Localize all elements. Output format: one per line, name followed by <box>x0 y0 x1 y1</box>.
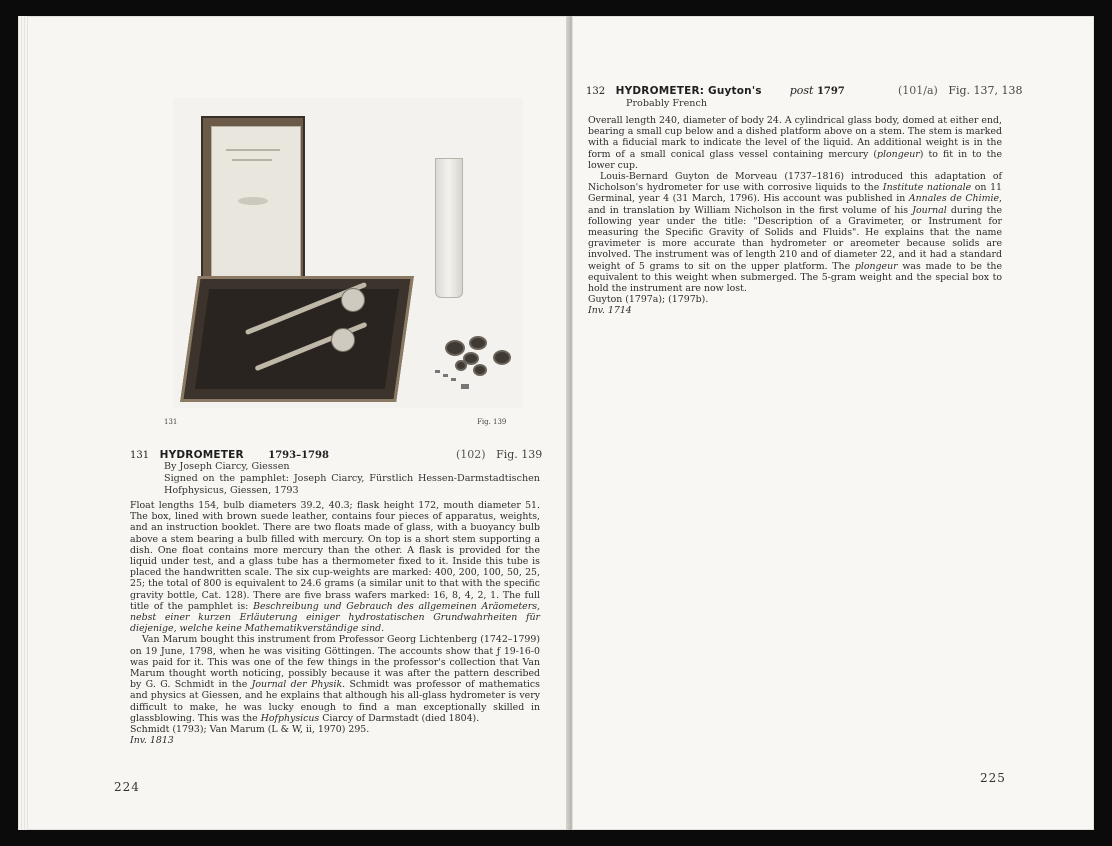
box-lining <box>195 289 399 389</box>
history-paragraph: Louis-Bernard Guyton de Morveau (1737–1816) introduced this adaptation of Nicholson's hydrometer for use with corrosive liquids to the Institute nationale on 11 Germinal, year 4 (31 March, 1796). His account was published in Annales de Chimie, and in translation by William Nicholson in the first volume of his Journal during the following year under the title: "Description of a Gravimeter, or Instrument for measuring the Specific Gravity of Solids and Fluids". He explains that the name gravimeter is more accurate than hydrometer or areometer because solids are involved. The instrument was of length 210 and of diameter 22, and it had a standard weight of 5 grams to sit on the upper platform. The plongeur was made to be the equivalent to this weight when submerged. The 5-gram weight and the special box to hold the instrument are now lost. <box>588 171 1003 295</box>
entry-number: 131 <box>130 450 150 461</box>
history-paragraph: Van Marum bought this instrument from Professor Georg Lichtenberg (1742–1799) on 19 June, 1798, when he was visiting Göttingen. The accounts show that ƒ 19-16-0 was paid for it. This was one of the few things in the professor's collection that Van Marum thought worth noticing, possibly because it was after the pattern described by G. G. Schmidt in the Journal der Physik. Schmidt was professor of mathematics and physics at Giessen, and he explains that although his all-glass hydrometer is very difficult to make, he was lucky enough to find a man exceptionally skilled in glassblowing. This was the Hofphysicus Ciarcy of Darmstadt (died 1804). <box>130 634 540 724</box>
date-prefix: post <box>789 84 814 97</box>
entry-heading <box>130 448 329 461</box>
figure-label: Fig. 139 <box>477 418 507 426</box>
references: Guyton (1797a); (1797b). <box>588 294 709 306</box>
pamphlet-title: Beschreibung und Gebrauch des allgemeinen Aräometers, nebst einer kurzen Erläuterung einiger hydrostatischen Grundwahrheiten für diejenige, welche keine Mathematikverständige sind. <box>130 600 540 635</box>
brass-wafer <box>451 378 456 381</box>
brass-wafer <box>461 384 469 389</box>
entry-heading <box>586 84 845 97</box>
entry-refs <box>456 448 542 461</box>
inventory-line: Inv. 1813 <box>130 735 174 747</box>
signature-line: Signed on the pamphlet: Joseph Ciarcy, Fürstlich Hessen-Darmstadtischen Hofphysicus, Giessen, 1793 <box>164 473 540 496</box>
inventory-number: (101/a) <box>898 84 938 97</box>
booklet-line <box>226 149 280 151</box>
entry-refs <box>898 84 1023 97</box>
float-bulb <box>331 328 355 352</box>
description-paragraph: Overall length 240, diameter of body 24. A cylindrical glass body, domed at either end, bearing a small cup below and a dished platform above on a stem. The stem is marked with a fiducial mark to indicate the level of the liquid. An additional weight is in the form of a small conical glass vessel containing mercury (plongeur) to fit in to the lower cup. <box>588 115 1002 171</box>
cup-weight <box>473 364 487 376</box>
left-page <box>18 16 570 830</box>
maker-line: By Joseph Ciarcy, Giessen <box>164 461 290 472</box>
entry-date: 1797 <box>816 86 845 97</box>
right-page <box>572 16 1094 830</box>
entry-body <box>130 500 540 746</box>
hydrometer-box-photo <box>173 98 523 408</box>
glass-flask <box>435 158 463 298</box>
cup-weight <box>493 350 511 365</box>
figure-reference: Fig. 137, 138 <box>948 84 1023 97</box>
entry-date: 1793–1798 <box>268 450 329 461</box>
figure-reference: Fig. 139 <box>496 448 543 461</box>
page-number: 224 <box>114 780 140 794</box>
instruction-booklet <box>211 126 301 288</box>
booklet-emblem <box>238 197 268 205</box>
inventory-number: (102) <box>456 448 486 461</box>
page-number: 225 <box>980 771 1006 785</box>
page-edges <box>18 16 28 830</box>
inventory-line: Inv. 1714 <box>588 305 632 317</box>
journal-title: Journal der Physik <box>251 679 343 691</box>
entry-title: HYDROMETER: Guyton's <box>615 85 762 97</box>
cup-weight <box>455 360 467 371</box>
cup-weight <box>445 340 465 356</box>
brass-wafer <box>443 374 448 377</box>
float-bulb <box>341 288 365 312</box>
entry-body <box>588 115 1002 317</box>
box-base <box>180 276 414 402</box>
references: Schmidt (1793); Van Marum (L & W, ii, 1970) 295. <box>130 724 370 736</box>
origin-line: Probably French <box>626 98 708 109</box>
description-paragraph: Float lengths 154, bulb diameters 39.2, 40.3; flask height 172, mouth diameter 51. The box, lined with brown suede leather, contains four pieces of apparatus, weights, and an instruction booklet. There are two floats made of glass, with a buoyancy bulb above a stem bearing a bulb filled with mercury. On top is a short stem supporting a dish. One float contains more mercury than the other. A flask is provided for the liquid under test, and a glass tube has a thermometer fixed to it. Inside this tube is placed the handwritten scale. The six cup-weights are marked: 400, 200, 100, 50, 25, 25; the total of 800 is equivalent to 24.6 grams (a similar unit to that with the specific gravity bottle, Cat. 128). There are five brass wafers marked: 16, 8, 4, 2, 1. The full title of the pamphlet is: Beschreibung und Gebrauch des allgemeinen Aräometers, nebst einer kurzen Erläuterung einiger hydrostatischen Grundwahrheiten für diejenige, welche keine Mathematikverständige sind. <box>130 500 540 635</box>
entry-title: HYDROMETER <box>159 449 244 461</box>
cup-weight <box>469 336 487 350</box>
instrument-box <box>201 116 411 386</box>
brass-wafer <box>435 370 440 373</box>
plate-number: 131 <box>164 418 178 426</box>
entry-number: 132 <box>586 86 606 97</box>
box-lid <box>201 116 305 300</box>
booklet-line <box>232 159 272 161</box>
